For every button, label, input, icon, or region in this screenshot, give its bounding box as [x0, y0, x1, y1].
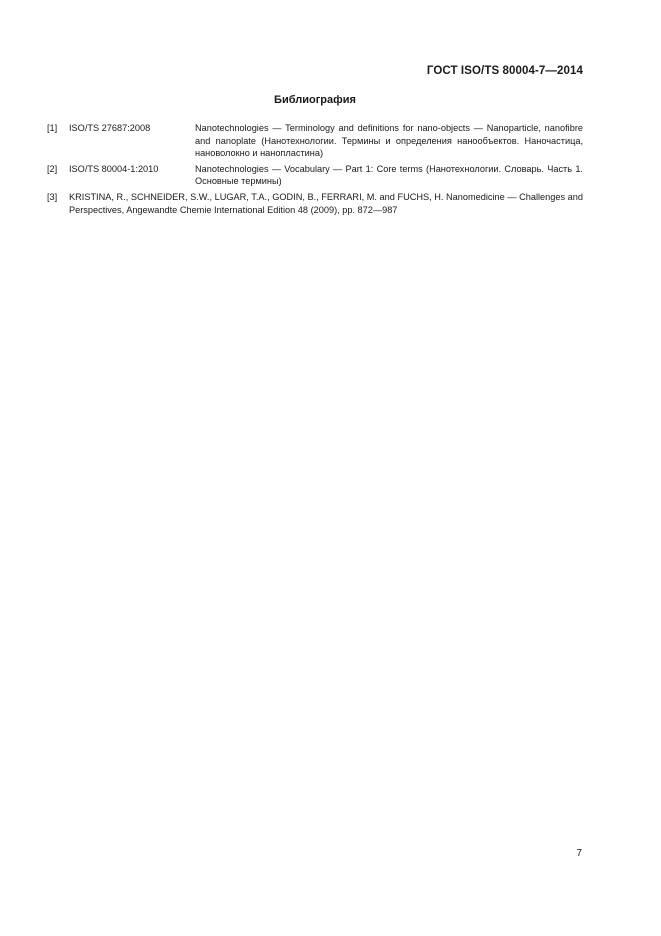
entry-description: KRISTINA, R., SCHNEIDER, S.W., LUGAR, T.A., GODIN, B., FERRARI, M. and FUCHS, H. Nanomedicine — Challenges and Perspectives, Angewandte Chemie International Edition 48 (2009), pp. 872—987 [69, 191, 583, 215]
entry-reference: ISO/TS 27687:2008 [69, 123, 151, 133]
entry-description: Nanotechnologies — Vocabulary — Part 1: Core terms (Нанотехнологии. Словарь. Часть 1. Основные термины) [195, 163, 583, 187]
entry-reference: ISO/TS 80004-1:2010 [69, 163, 159, 174]
bibliography-entry [47, 191, 583, 216]
entry-number: [1] [47, 123, 58, 133]
entry-number: [3] [47, 191, 58, 202]
bibliography-entry [47, 163, 583, 188]
bibliography-entry [47, 122, 583, 160]
bibliography-list [47, 122, 583, 219]
bibliography-title: Библиография [274, 94, 356, 106]
entry-description: Nanotechnologies — Terminology and definitions for nano-objects — Nanoparticle, nanofibre and nanoplate (Нанотехнологии. Термины и определения нанообъектов. Наночастица, нановолокно и нанопластина) [195, 123, 583, 159]
entry-number: [2] [47, 163, 58, 174]
document-code: ГОСТ ISO/TS 80004-7—2014 [426, 65, 583, 77]
page-number: 7 [576, 848, 582, 859]
